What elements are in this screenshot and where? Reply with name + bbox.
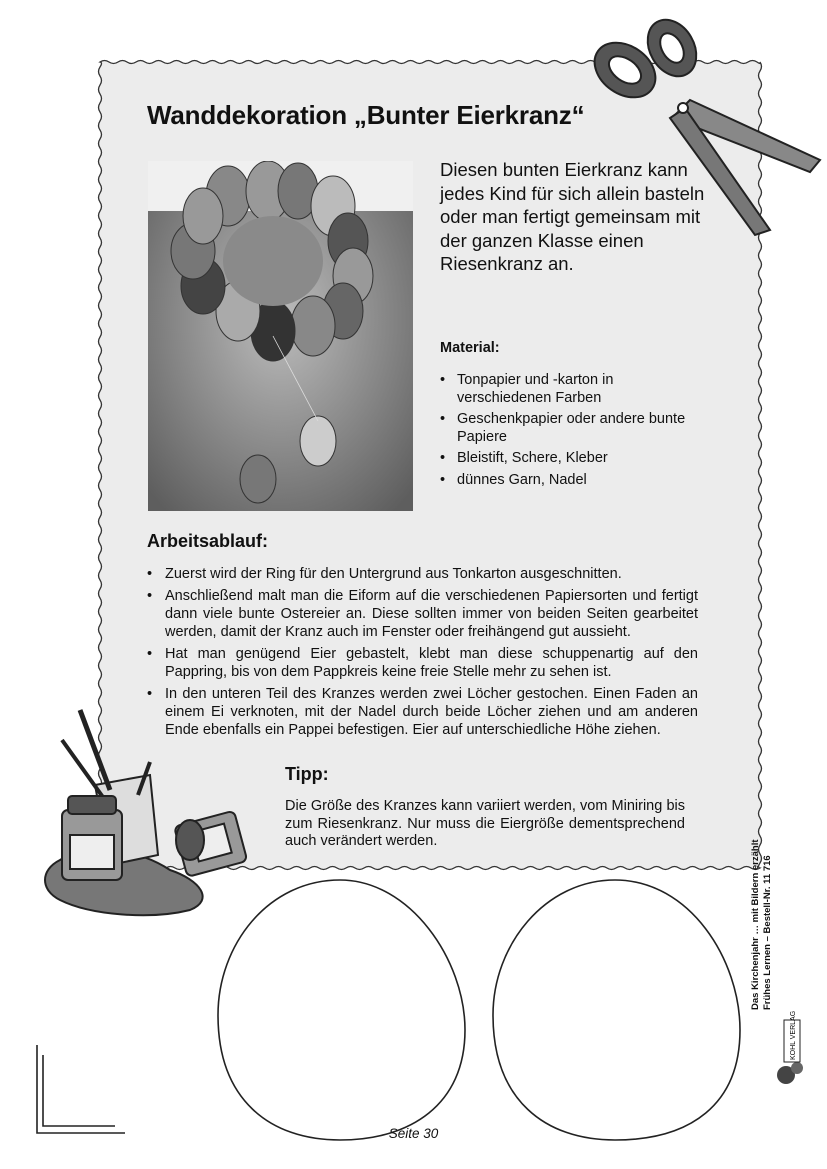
- tip-text: Die Größe des Kranzes kann variiert werden, vom Miniring bis zum Riesenkranz. Nur muss die Eiergröße dementsprechend auch verändert werden.: [285, 798, 685, 849]
- side-info: [750, 770, 810, 1010]
- page-title: Wanddekoration „Bunter Eierkranz“: [147, 100, 585, 130]
- list-item: • Tonpapier und -karton in verschiedenen Farben: [440, 372, 700, 407]
- publisher-logo-icon: [777, 1011, 803, 1084]
- page-number: Seite 30: [388, 1126, 439, 1141]
- egg-wreath-photo: [148, 161, 413, 511]
- list-item: • Geschenkpapier oder andere bunte Papiere: [440, 411, 700, 446]
- material-list: [440, 372, 700, 493]
- tip-heading: Tipp:: [285, 764, 329, 784]
- list-item: • Bleistift, Schere, Kleber: [440, 450, 700, 468]
- egg-template-right-icon: [493, 880, 740, 1140]
- list-item: • Anschließend malt man die Eiform auf die verschiedenen Papiersorten und fertigt dann viele bunte Ostereier an. Diese sollten immer von beiden Seiten gearbeitet werden, damit der Kranz auch im Fenster oder freihängend gut aussieht.: [147, 587, 698, 641]
- side-info-series: Das Kirchenjahr … mit Bildern erzählt: [750, 839, 761, 1010]
- workflow-steps: [147, 565, 698, 743]
- list-item: • dünnes Garn, Nadel: [440, 472, 700, 490]
- list-item: • In den unteren Teil des Kranzes werden zwei Löcher gestochen. Einen Faden an einem Ei verknoten, mit der Nadel durch beide Löcher ziehen und am anderen Ende ebenfalls ein Pappei befestigen. Eier auf unterschiedliche Höhe ziehen.: [147, 685, 698, 739]
- intro-text: Diesen bunten Eierkranz kann jedes Kind für sich allein basteln oder man fertigt gemeinsam mit der ganzen Klasse einen Riesenkranz an.: [440, 159, 705, 274]
- egg-template-left-icon: [218, 880, 465, 1140]
- corner-bracket: [37, 1045, 125, 1133]
- list-item: • Zuerst wird der Ring für den Untergrund aus Tonkarton ausgeschnitten.: [147, 565, 698, 583]
- material-heading: Material:: [440, 340, 500, 356]
- side-info-order: Frühes Lernen – Bestell-Nr. 11 716: [762, 855, 773, 1010]
- list-item: • Hat man genügend Eier gebastelt, klebt man diese schuppenartig auf den Pappring, bis von dem Pappkreis keine freie Stelle mehr zu sehen ist.: [147, 645, 698, 681]
- publisher-logo-text: KOHL VERLAG: [790, 1010, 797, 1060]
- workflow-heading: Arbeitsablauf:: [147, 531, 269, 551]
